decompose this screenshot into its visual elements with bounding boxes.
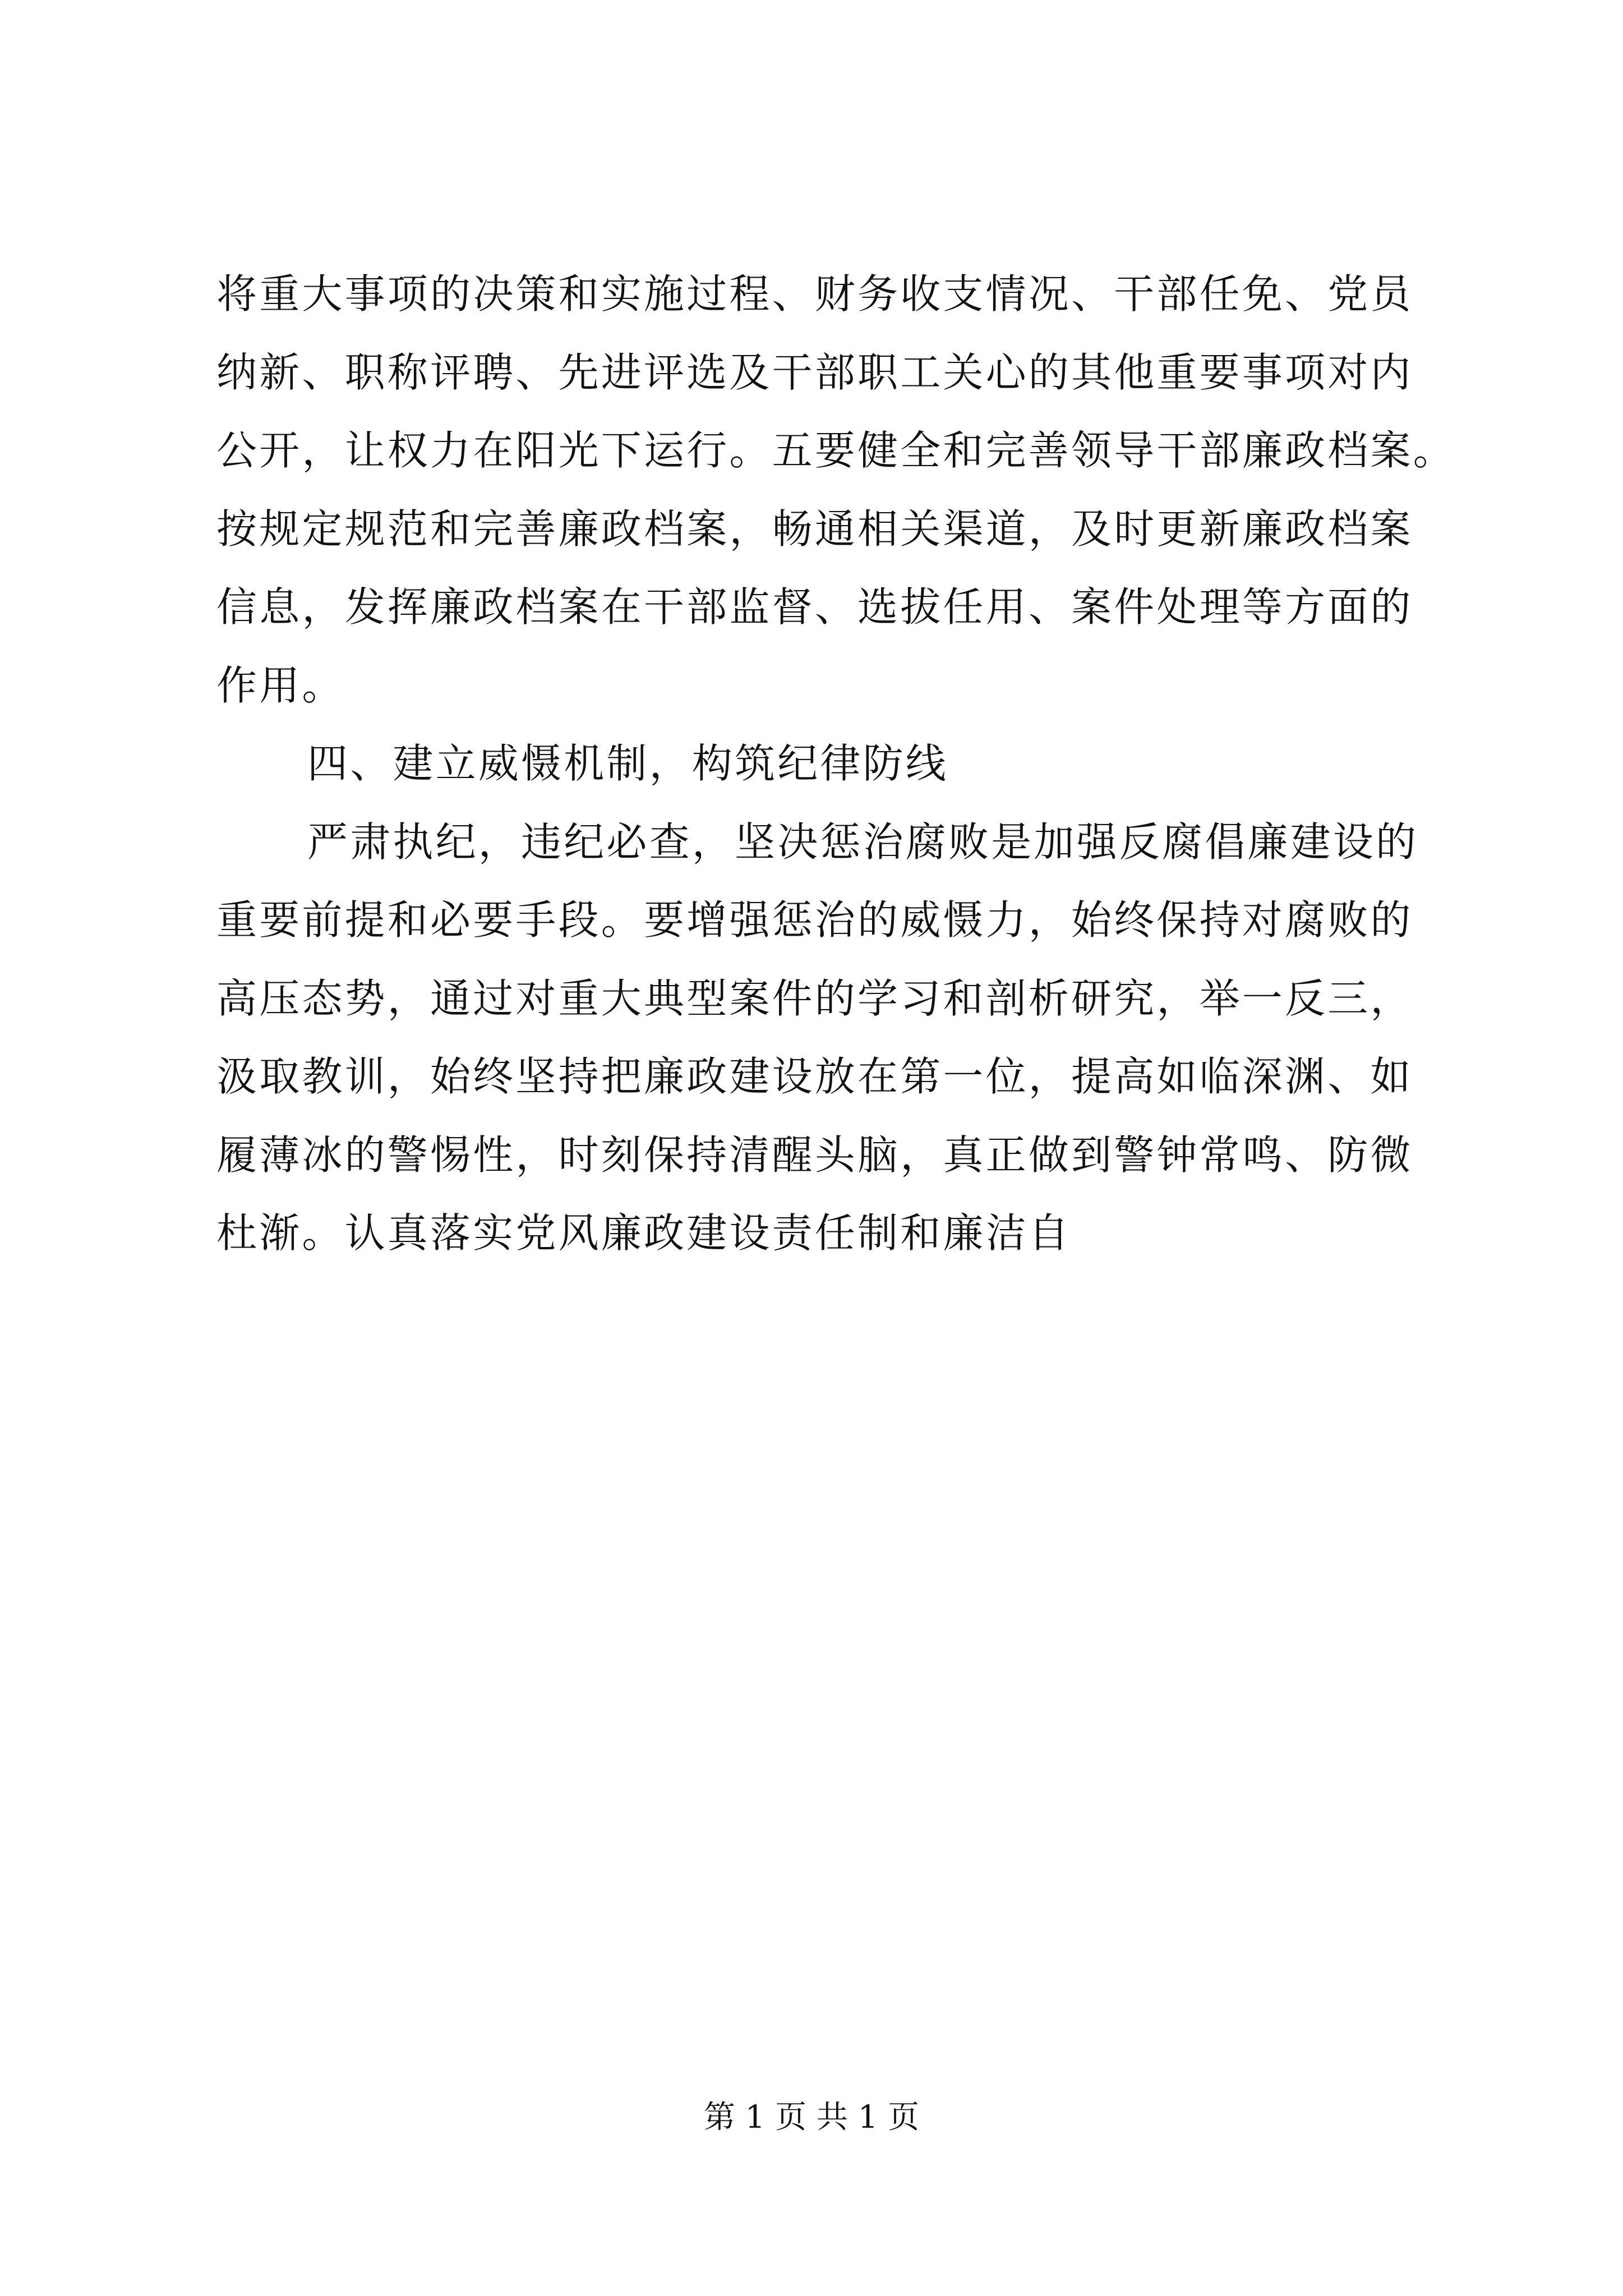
paragraph-line: 公开，让权力在阳光下运行。五要健全和完善领导干部廉政档案。 (216, 427, 1456, 474)
paragraph-line: 汲取教训，始终坚持把廉政建设放在第一位，提高如临深渊、如 (216, 1053, 1413, 1100)
page-footer: 第 1 页 共 1 页 (703, 2099, 920, 2136)
paragraph-line: 高压态势，通过对重大典型案件的学习和剖析研究，举一反三， (216, 974, 1413, 1022)
document-body (216, 255, 1456, 1273)
paragraph-line: 履薄冰的警惕性，时刻保持清醒头脑，真正做到警钟常鸣、防微 (216, 1131, 1413, 1179)
paragraph-line: 杜渐。认真落实党风廉政建设责任制和廉洁自 (216, 1209, 1072, 1257)
paragraph-line: 作用。 (216, 661, 345, 709)
paragraph-line: 将重大事项的决策和实施过程、财务收支情况、干部任免、党员 (216, 270, 1413, 318)
paragraph-line: 重要前提和必要手段。要增强惩治的威慑力，始终保持对腐败的 (216, 896, 1413, 944)
paragraph-line: 按规定规范和完善廉政档案，畅通相关渠道，及时更新廉政档案 (216, 505, 1413, 553)
paragraph-line: 纳新、职称评聘、先进评选及干部职工关心的其他重要事项对内 (216, 348, 1413, 396)
paragraph-line: 信息，发挥廉政档案在干部监督、选拔任用、案件处理等方面的 (216, 583, 1413, 631)
section-heading: 四、建立威慑机制，构筑纪律防线 (307, 740, 949, 787)
paragraph-line: 严肃执纪，违纪必查，坚决惩治腐败是加强反腐倡廉建设的 (307, 818, 1419, 866)
